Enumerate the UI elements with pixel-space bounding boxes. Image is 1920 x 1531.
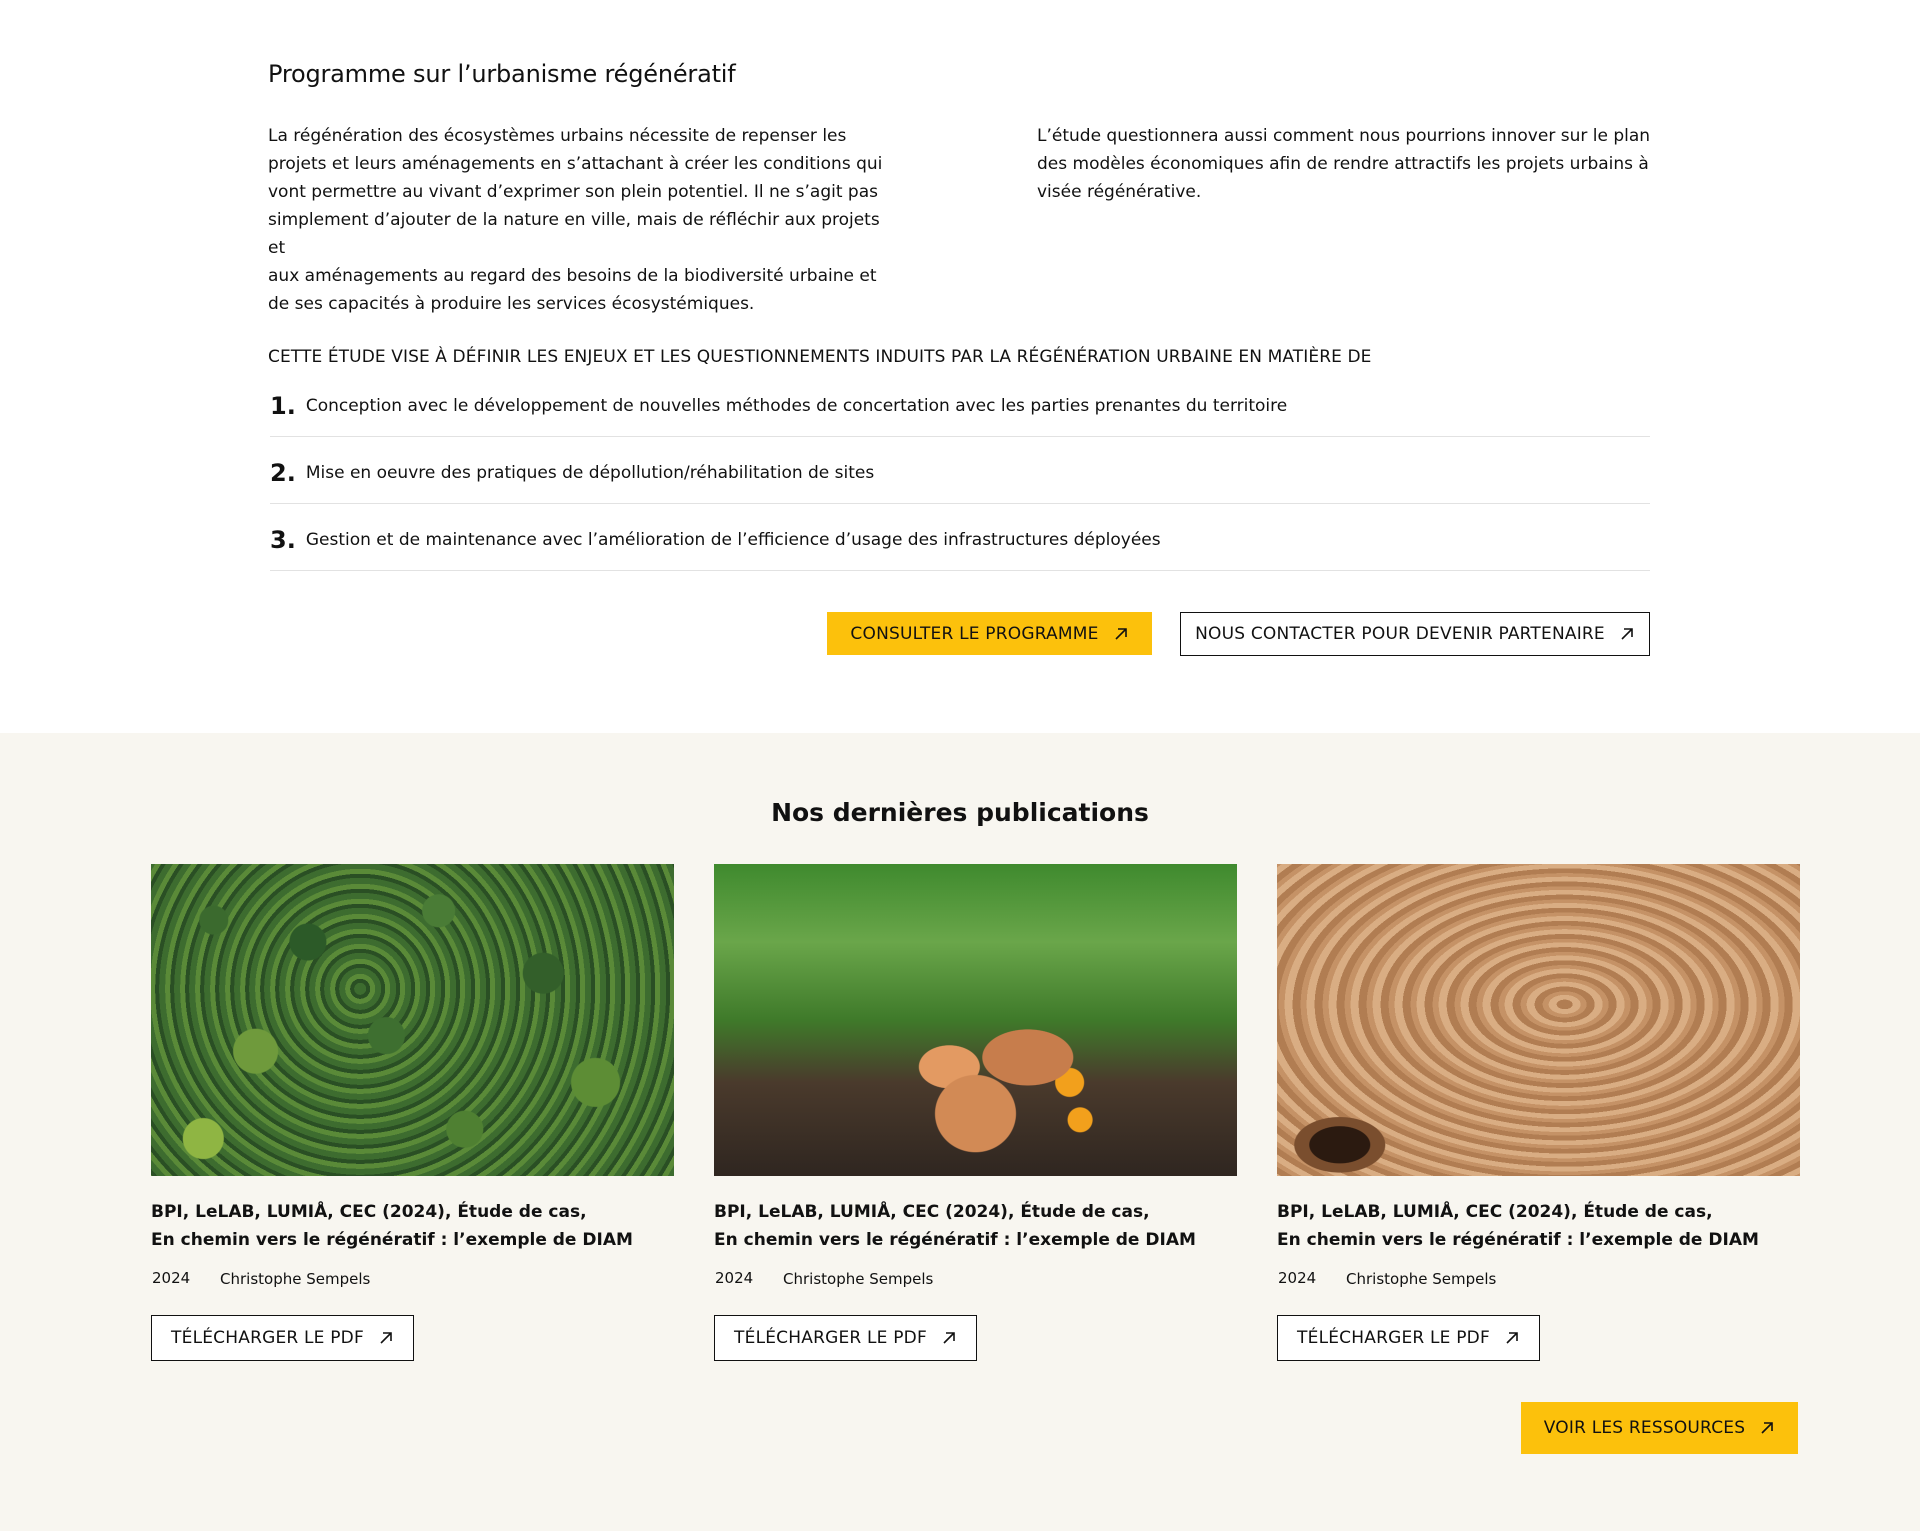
publication-caption-line2: En chemin vers le régénératif : l’exemple de DIAM <box>714 1230 1196 1250</box>
goal-text: Mise en oeuvre des pratiques de dépollution/réhabilitation de sites <box>305 463 875 483</box>
publication-caption-line2: En chemin vers le régénératif : l’exemple de DIAM <box>1277 1230 1759 1250</box>
arrow-up-right-icon <box>378 1330 394 1346</box>
publication-caption-line1: BPI, LeLAB, LUMIÅ, CEC (2024), Étude de cas, <box>714 1202 1150 1222</box>
publication-card <box>151 864 674 1348</box>
paragraph-line: des modèles économiques afin de rendre attractifs les projets urbains à <box>1037 154 1649 174</box>
publication-author: Christophe Sempels <box>220 1270 371 1288</box>
download-pdf-button[interactable] <box>714 1315 977 1361</box>
paragraph-line: projets et leurs aménagements en s’attachant à créer les conditions qui <box>268 154 883 174</box>
view-resources-button[interactable] <box>1521 1402 1798 1454</box>
wood-grain-image <box>1277 864 1800 1176</box>
paragraph-line: vont permettre au vivant d’exprimer son plein potentiel. Il ne s’agit pas <box>268 182 878 202</box>
publication-caption-line1: BPI, LeLAB, LUMIÅ, CEC (2024), Étude de cas, <box>1277 1202 1713 1222</box>
paragraph-line: de ses capacités à produire les services écosystémiques. <box>268 294 755 314</box>
paragraph-line: simplement d’ajouter de la nature en ville, mais de réfléchir aux projets et <box>268 210 880 258</box>
publication-card <box>714 864 1237 1348</box>
goals-heading: CETTE ÉTUDE VISE À DÉFINIR LES ENJEUX ET LES QUESTIONNEMENTS INDUITS PAR LA RÉGÉNÉRATION URBAINE EN MATIÈRE DE <box>268 347 1372 367</box>
download-pdf-button[interactable] <box>151 1315 414 1361</box>
download-pdf-button[interactable] <box>1277 1315 1540 1361</box>
consult-program-button[interactable] <box>827 612 1152 655</box>
paragraph-line: La régénération des écosystèmes urbains nécessite de repenser les <box>268 126 847 146</box>
program-section <box>0 0 1920 733</box>
view-resources-label: VOIR LES RESSOURCES <box>1543 1418 1746 1438</box>
consult-program-label: CONSULTER LE PROGRAMME <box>850 623 1099 644</box>
program-economics-paragraph <box>1037 122 1657 206</box>
publications-section <box>0 733 1920 1531</box>
goal-number: 1. <box>270 392 296 420</box>
publication-year: 2024 <box>152 1269 191 1287</box>
download-pdf-label: TÉLÉCHARGER LE PDF <box>1297 1328 1490 1348</box>
arrow-up-right-icon <box>1759 1420 1775 1436</box>
goal-text: Gestion et de maintenance avec l’amélioration de l’efficience d’usage des infrastructures déployées <box>305 530 1161 550</box>
arrow-up-right-icon <box>1113 626 1129 642</box>
arrow-up-right-icon <box>941 1330 957 1346</box>
paragraph-line: aux aménagements au regard des besoins de la biodiversité urbaine et <box>268 266 877 286</box>
program-title: Programme sur l’urbanisme régénératif <box>268 60 736 88</box>
goal-item-1 <box>270 370 1650 437</box>
publication-caption-line2: En chemin vers le régénératif : l’exemple de DIAM <box>151 1230 633 1250</box>
publication-caption-line1: BPI, LeLAB, LUMIÅ, CEC (2024), Étude de cas, <box>151 1202 587 1222</box>
publication-author: Christophe Sempels <box>1346 1270 1497 1288</box>
arrow-up-right-icon <box>1504 1330 1520 1346</box>
publication-card <box>1277 864 1800 1348</box>
goal-item-3 <box>270 504 1650 571</box>
paragraph-line: visée régénérative. <box>1037 182 1202 202</box>
publication-year: 2024 <box>1278 1269 1317 1287</box>
goal-number: 2. <box>270 459 296 487</box>
publication-year: 2024 <box>715 1269 754 1287</box>
forest-aerial-image <box>151 864 674 1176</box>
program-intro-paragraph <box>268 122 883 318</box>
contact-partner-button[interactable] <box>1180 612 1650 656</box>
contact-partner-label: NOUS CONTACTER POUR DEVENIR PARTENAIRE <box>1195 624 1605 644</box>
goal-text: Conception avec le développement de nouvelles méthodes de concertation avec les parties prenantes du territoire <box>305 396 1288 416</box>
download-pdf-label: TÉLÉCHARGER LE PDF <box>171 1328 364 1348</box>
publication-author: Christophe Sempels <box>783 1270 934 1288</box>
paragraph-line: L’étude questionnera aussi comment nous pourrions innover sur le plan <box>1037 126 1651 146</box>
goal-item-2 <box>270 437 1650 504</box>
arrow-up-right-icon <box>1619 626 1635 642</box>
publications-title: Nos dernières publications <box>771 798 1149 827</box>
download-pdf-label: TÉLÉCHARGER LE PDF <box>734 1328 927 1348</box>
turmeric-roots-image <box>714 864 1237 1176</box>
goal-number: 3. <box>270 526 296 554</box>
